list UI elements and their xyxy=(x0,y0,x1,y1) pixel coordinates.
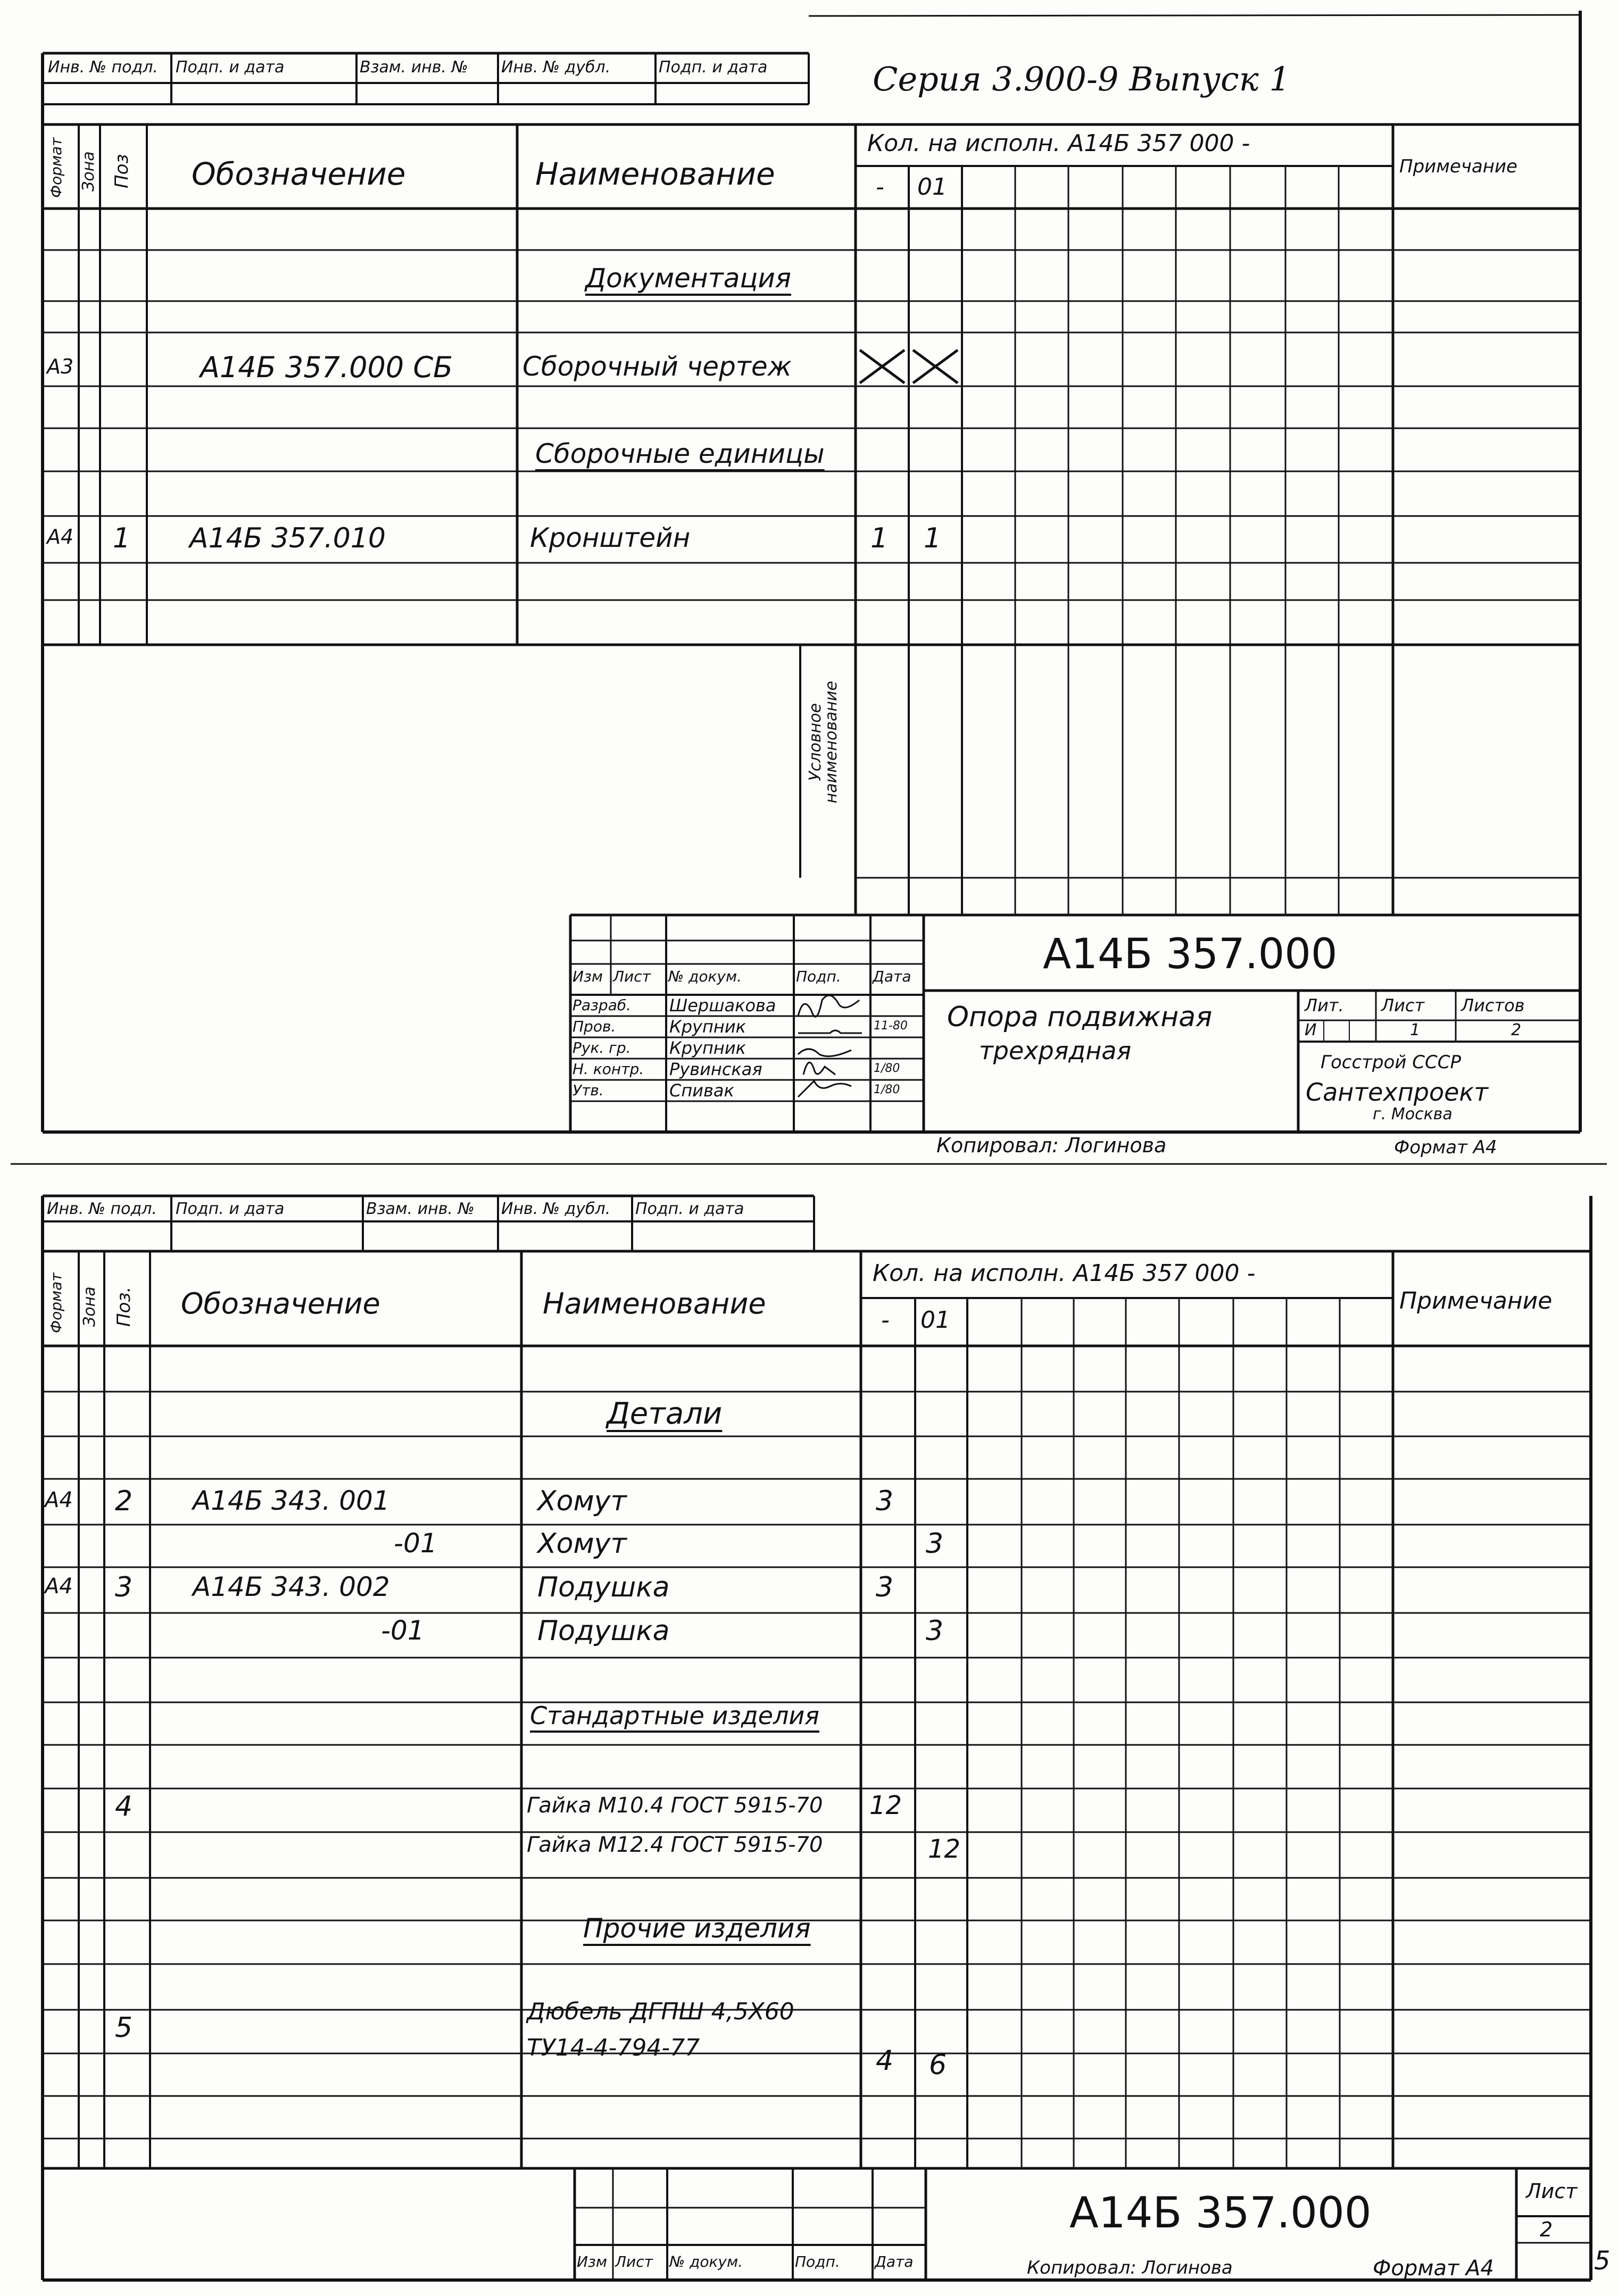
col-format-header: Формат xyxy=(47,137,65,198)
s2-stamp-inv-dubl: Инв. № дубл. xyxy=(501,1200,611,1218)
detail-row-3-format: А4 xyxy=(45,1574,73,1599)
std-pos: 4 xyxy=(115,1791,133,1823)
row-sb-name: Сборочный чертеж xyxy=(522,351,792,382)
signatures xyxy=(798,995,862,1097)
s2-qty-dash-header: - xyxy=(881,1307,890,1334)
tb-role-developer: Разраб. xyxy=(572,996,632,1014)
tb-name-approved: Спивак xyxy=(669,1080,734,1101)
tb-sheets-value: 2 xyxy=(1511,1021,1522,1039)
detail-row-2-designation: -01 xyxy=(394,1528,437,1559)
tb-role-checker: Пров. xyxy=(572,1018,616,1035)
title-doc-code: А14Б 357.000 xyxy=(1043,930,1338,978)
detail-row-1-format: А4 xyxy=(45,1488,73,1512)
sheet2-format: Формат А4 xyxy=(1373,2256,1494,2281)
tb-org-1: Госстрой СССР xyxy=(1321,1052,1461,1073)
sheet1-format: Формат А4 xyxy=(1394,1137,1497,1158)
detail-row-3-qty-base: 3 xyxy=(876,1571,894,1603)
row-bracket-designation: А14Б 357.010 xyxy=(189,522,386,554)
series-label: Серия 3.900-9 Выпуск 1 xyxy=(873,60,1290,98)
section-details: Детали xyxy=(607,1396,723,1431)
tb-lit-label: Лит. xyxy=(1305,995,1344,1016)
std-row-1-name: Гайка М10.4 ГОСТ 5915-70 xyxy=(527,1793,823,1818)
tb-org-2: Сантехпроект xyxy=(1306,1078,1489,1107)
tb-sheet-value: 1 xyxy=(1410,1021,1421,1039)
tb-date-approved: 1/80 xyxy=(874,1083,900,1096)
col-pos-header: Поз xyxy=(111,154,132,188)
tb-lit-value: И xyxy=(1305,1021,1317,1039)
sheet2-frame xyxy=(43,1196,1591,2280)
tb-role-group-head: Рук. гр. xyxy=(572,1039,631,1057)
tb-col-izm: Изм xyxy=(572,968,603,985)
detail-row-3-name: Подушка xyxy=(537,1571,670,1603)
col-note-header: Примечание xyxy=(1399,156,1517,177)
detail-row-2-qty-01: 3 xyxy=(926,1528,944,1560)
tb-name-developer: Шершакова xyxy=(669,995,776,1016)
tb-date-norm-control: 1/80 xyxy=(874,1062,900,1075)
qty-01-header: 01 xyxy=(917,173,947,201)
section-assemblies: Сборочные единицы xyxy=(535,438,825,469)
s2-col-format-header: Формат xyxy=(47,1272,65,1333)
row-sb-format: А3 xyxy=(47,355,74,378)
section-standard-items: Стандартные изделия xyxy=(530,1701,819,1730)
s2-col-name-header: Наименование xyxy=(543,1287,766,1320)
col-name-header: Наименование xyxy=(535,156,775,192)
detail-row-4-name: Подушка xyxy=(537,1615,670,1647)
section-other-items: Прочие изделия xyxy=(583,1913,811,1944)
stamp-sign-date-2: Подп. и дата xyxy=(659,58,768,77)
detail-row-1-designation: А14Б 343. 001 xyxy=(193,1485,390,1516)
s2-tb-col-date: Дата xyxy=(875,2253,914,2270)
other-qty-01: 6 xyxy=(929,2049,947,2081)
margin-mark: 5 xyxy=(1594,2246,1611,2276)
tb-title-line1: Опора подвижная xyxy=(947,1001,1213,1033)
stamp-replace-inv: Взам. инв. № xyxy=(360,58,468,77)
other-pos: 5 xyxy=(115,2012,133,2044)
row-bracket-pos: 1 xyxy=(113,522,131,554)
std-row-1-qty-base: 12 xyxy=(869,1791,902,1820)
s2-tb-sheet-label: Лист xyxy=(1526,2179,1578,2203)
s2-title-doc-code: А14Б 357.000 xyxy=(1069,2188,1372,2237)
detail-row-1-qty-base: 3 xyxy=(876,1485,894,1517)
tb-col-doc: № докум. xyxy=(668,968,742,985)
s2-col-note-header: Примечание xyxy=(1399,1287,1553,1315)
s2-tb-col-list: Лист xyxy=(615,2253,653,2270)
row-bracket-name: Кронштейн xyxy=(530,522,691,553)
detail-row-3-designation: А14Б 343. 002 xyxy=(193,1571,390,1602)
s2-qty-01-header: 01 xyxy=(920,1307,950,1334)
sheet2-copied-by: Копировал: Логинова xyxy=(1027,2257,1233,2278)
stamp-sign-date: Подп. и дата xyxy=(176,58,285,77)
s2-tb-sheet-value: 2 xyxy=(1540,2218,1553,2241)
s2-tb-col-doc: № докум. xyxy=(669,2253,743,2270)
detail-row-4-qty-01: 3 xyxy=(926,1615,944,1647)
section-documentation: Документация xyxy=(585,263,791,294)
s2-tb-col-izm: Изм xyxy=(577,2253,607,2270)
detail-row-3-pos: 3 xyxy=(115,1571,133,1603)
stamp-inv-podl: Инв. № подл. xyxy=(48,58,158,77)
col-designation-header: Обозначение xyxy=(192,156,406,192)
s2-col-zone-header: Зона xyxy=(80,1286,99,1327)
s2-stamp-sign-date: Подп. и дата xyxy=(176,1200,285,1218)
tb-name-checker: Крупник xyxy=(669,1017,746,1037)
tb-title-line2: трехрядная xyxy=(979,1036,1132,1065)
s2-tb-col-sign: Подп. xyxy=(795,2253,840,2270)
other-name-2: ТУ14-4-794-77 xyxy=(527,2034,700,2061)
tb-org-3: г. Москва xyxy=(1373,1105,1453,1124)
tb-sheet-label: Лист xyxy=(1381,995,1425,1016)
qty-dash-header: - xyxy=(876,173,884,201)
qty-header: Кол. на исполн. А14Б 357 000 - xyxy=(867,130,1250,157)
cross-mark-base xyxy=(860,350,905,383)
s2-qty-header: Кол. на исполн. А14Б 357 000 - xyxy=(873,1260,1256,1287)
tb-col-sign: Подп. xyxy=(796,968,841,985)
std-row-2-name: Гайка М12.4 ГОСТ 5915-70 xyxy=(527,1833,823,1857)
detail-row-1-name: Хомут xyxy=(537,1485,627,1517)
tb-sheets-label: Листов xyxy=(1461,995,1525,1016)
row-bracket-qty-01: 1 xyxy=(924,522,942,554)
std-row-2-qty-01: 12 xyxy=(928,1834,961,1864)
s2-col-pos-header: Поз. xyxy=(113,1286,135,1327)
detail-row-4-designation: -01 xyxy=(381,1615,425,1646)
tb-role-approved: Утв. xyxy=(572,1082,604,1099)
s2-col-designation-header: Обозначение xyxy=(181,1287,380,1320)
s2-stamp-sign-date-2: Подп. и дата xyxy=(635,1200,744,1218)
sheet1-copied-by: Копировал: Логинова xyxy=(936,1134,1167,1157)
tb-name-norm-control: Рувинская xyxy=(669,1059,762,1079)
col-zone-header: Зона xyxy=(79,151,98,192)
tb-name-group-head: Крупник xyxy=(669,1038,746,1058)
tb-date-checker: 11-80 xyxy=(874,1019,908,1033)
other-name-1: Дюбель ДГПШ 4,5Х60 xyxy=(527,1998,794,2025)
s2-stamp-replace-inv: Взам. инв. № xyxy=(366,1200,475,1218)
s2-stamp-inv-podl: Инв. № подл. xyxy=(47,1200,157,1218)
tb-col-date: Дата xyxy=(873,968,911,985)
cross-mark-01 xyxy=(913,350,958,383)
row-bracket-qty-base: 1 xyxy=(870,522,889,554)
stamp-inv-dubl: Инв. № дубл. xyxy=(501,58,611,77)
row-bracket-format: А4 xyxy=(47,525,74,548)
other-qty-base: 4 xyxy=(876,2045,894,2077)
conditional-name-label: Условное наименование xyxy=(806,680,841,804)
tb-role-norm-control: Н. контр. xyxy=(572,1060,644,1078)
detail-row-2-name: Хомут xyxy=(537,1528,627,1560)
tb-col-list: Лист xyxy=(613,968,651,985)
row-sb-designation: А14Б 357.000 СБ xyxy=(200,351,453,384)
detail-row-1-pos: 2 xyxy=(115,1485,133,1517)
